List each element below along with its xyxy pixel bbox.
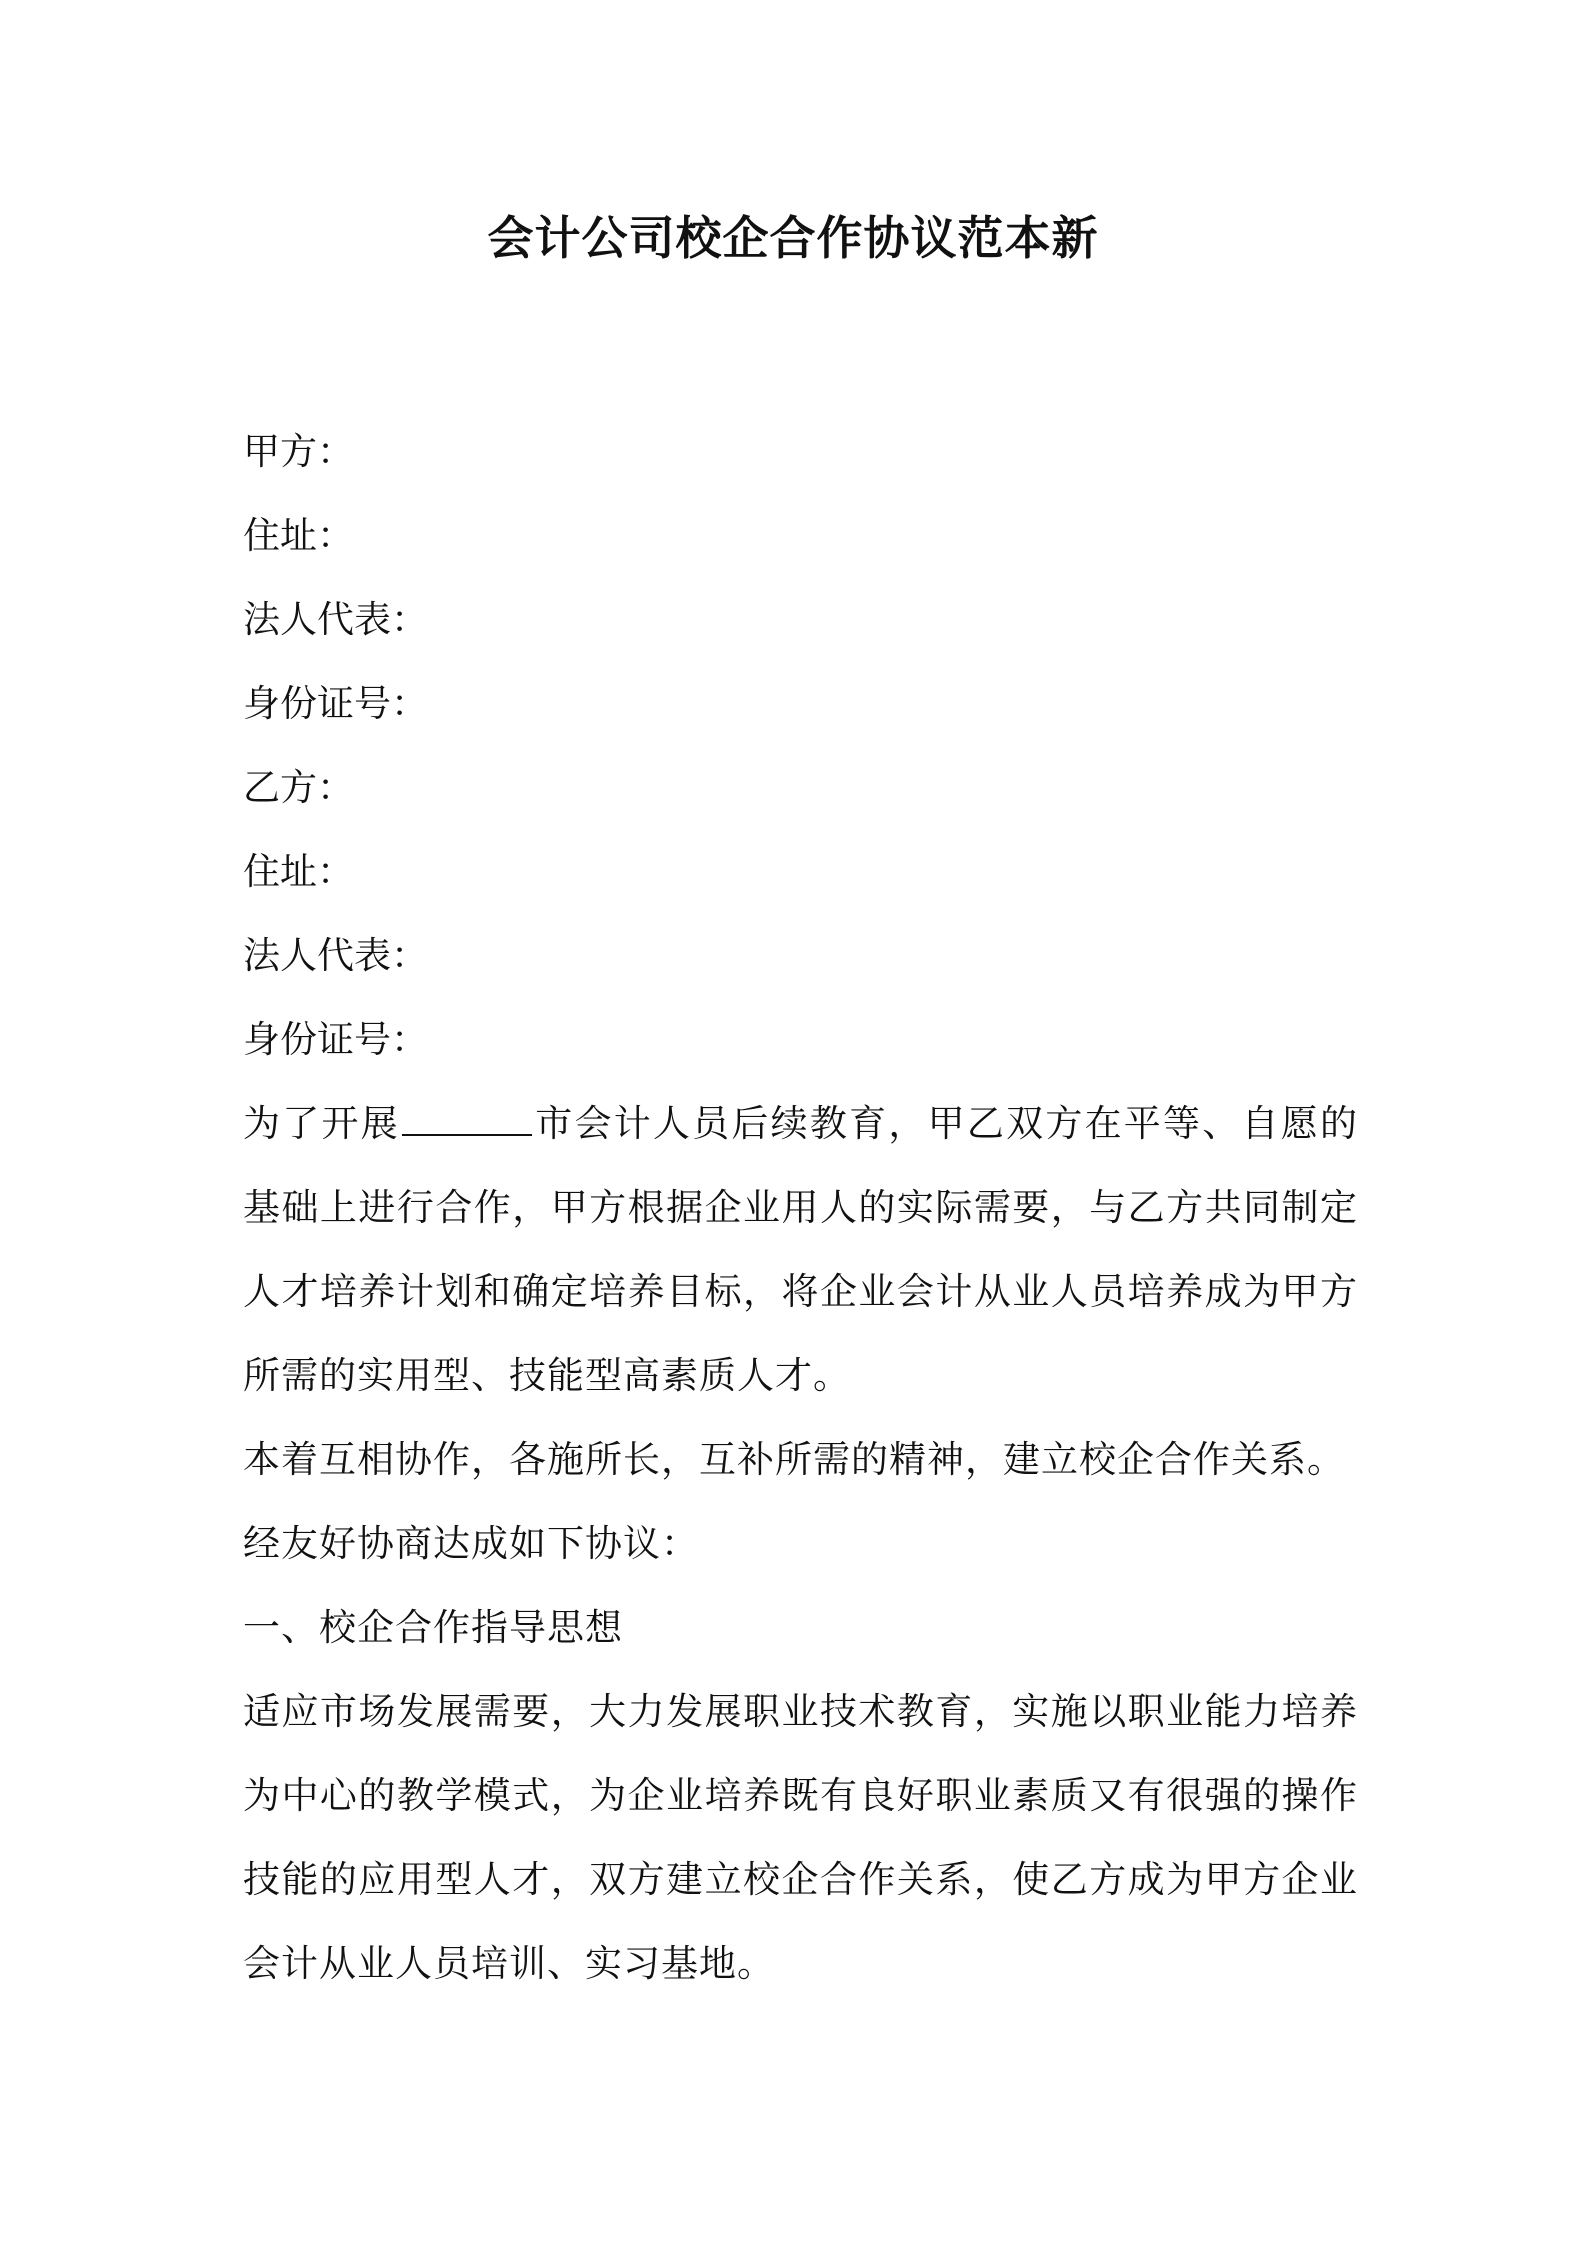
party-a-id-label: 身份证号：: [243, 682, 428, 725]
party-b-label: 乙方：: [243, 766, 354, 809]
party-a-label: 甲方：: [243, 430, 354, 473]
intro-paragraph: [243, 1082, 1358, 1418]
party-a-legal-rep-label: 法人代表：: [243, 598, 428, 641]
document-title: 会计公司校企合作协议范本新: [487, 211, 1099, 265]
document-body: [243, 410, 1358, 2006]
party-b-id-label: 身份证号：: [243, 1018, 428, 1061]
party-a-address-label: 住址：: [243, 514, 354, 557]
city-blank-line: [402, 1104, 532, 1136]
agreement-intro: 经友好协商达成如下协议：: [243, 1522, 699, 1565]
spirit-paragraph: 本着互相协作，各施所长，互补所需的精神，建立校企合作关系。: [243, 1438, 1345, 1481]
party-b-address-label: 住址：: [243, 850, 354, 893]
intro-suffix: 市会计人员后续教育，甲乙双方在平等、自愿的基础上进行合作，甲方根据企业用人的实际需要，与乙方共同制定人才培养计划和确定培养目标，将企业会计从业人员培养成为甲方所需的实用型、技能型高素质人才。: [243, 1102, 1359, 1397]
intro-prefix: 为了开展: [243, 1102, 400, 1145]
section-1-text: 适应市场发展需要，大力发展职业技术教育，实施以职业能力培养为中心的教学模式，为企业培养既有良好职业素质又有很强的操作技能的应用型人才，双方建立校企合作关系，使乙方成为甲方企业会计从业人员培训、实习基地。: [243, 1690, 1358, 1985]
party-b-legal-rep-label: 法人代表：: [243, 934, 428, 977]
section-1-heading: 一、校企合作指导思想: [243, 1606, 623, 1649]
